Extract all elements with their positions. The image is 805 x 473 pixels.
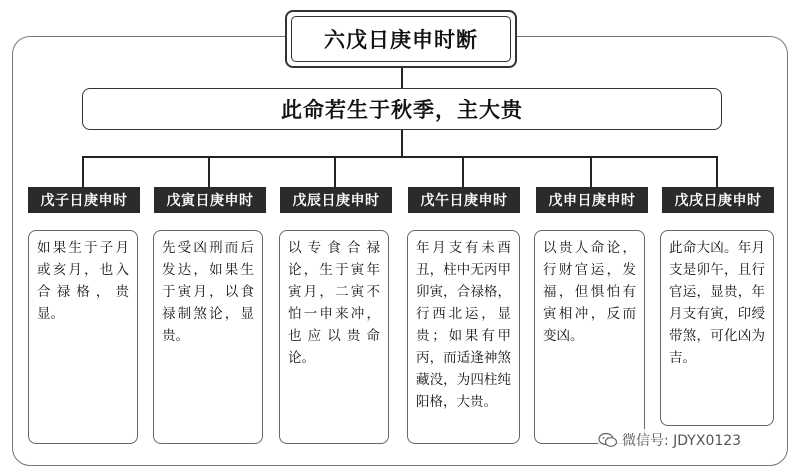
branch-header-5: 戊申日庚申时 [536, 187, 648, 213]
wechat-icon [598, 432, 618, 448]
connector-drop-4 [462, 156, 464, 187]
branch-text-6: 此命大凶。年月支是卯午，且行官运，显贵，年月支有寅，印绶带煞，可化凶为吉。 [660, 230, 774, 426]
title-box [285, 10, 517, 68]
branch-header-6: 戊戌日庚申时 [662, 187, 774, 213]
branch-header-4: 戊午日庚申时 [408, 187, 520, 213]
connector-drop-2 [208, 156, 210, 187]
watermark-text: 微信号: JDYX0123 [622, 433, 742, 449]
connector-drop-3 [334, 156, 336, 187]
branch-text-5: 以贵人命论，行财官运，发福，但惧怕有寅相冲，反而变凶。 [534, 230, 645, 444]
connector-drop-6 [716, 156, 718, 187]
branch-header-3: 戊辰日庚申时 [280, 187, 392, 213]
watermark [598, 429, 741, 451]
connector-horizontal-bus [82, 156, 716, 158]
connector-drop-1 [82, 156, 84, 187]
branch-header-2: 戊寅日庚申时 [154, 187, 266, 213]
branch-text-4: 年月支有未酉丑，柱中无丙甲卯寅，合禄格，行西北运，显贵；如果有甲丙，而适逢神煞藏没，为四柱纯阳格，大贵。 [407, 230, 520, 444]
branch-text-1: 如果生于子月或亥月，也入合禄格，贵显。 [28, 230, 138, 444]
branch-text-3: 以专食合禄论，生于寅年寅月，二寅不怕一申来冲，也应以贵命论。 [279, 230, 389, 444]
connector-drop-5 [590, 156, 592, 187]
connector-subtitle-bus [401, 130, 403, 156]
diagram-subtitle: 此命若生于秋季，主大贵 [82, 88, 722, 130]
branch-text-2: 先受凶刑而后发达，如果生于寅月，以食禄制煞论，显贵。 [153, 230, 263, 444]
diagram-title: 六戊日庚申时断 [291, 16, 511, 62]
branch-header-1: 戊子日庚申时 [28, 187, 140, 213]
connector-title-subtitle [401, 68, 403, 88]
